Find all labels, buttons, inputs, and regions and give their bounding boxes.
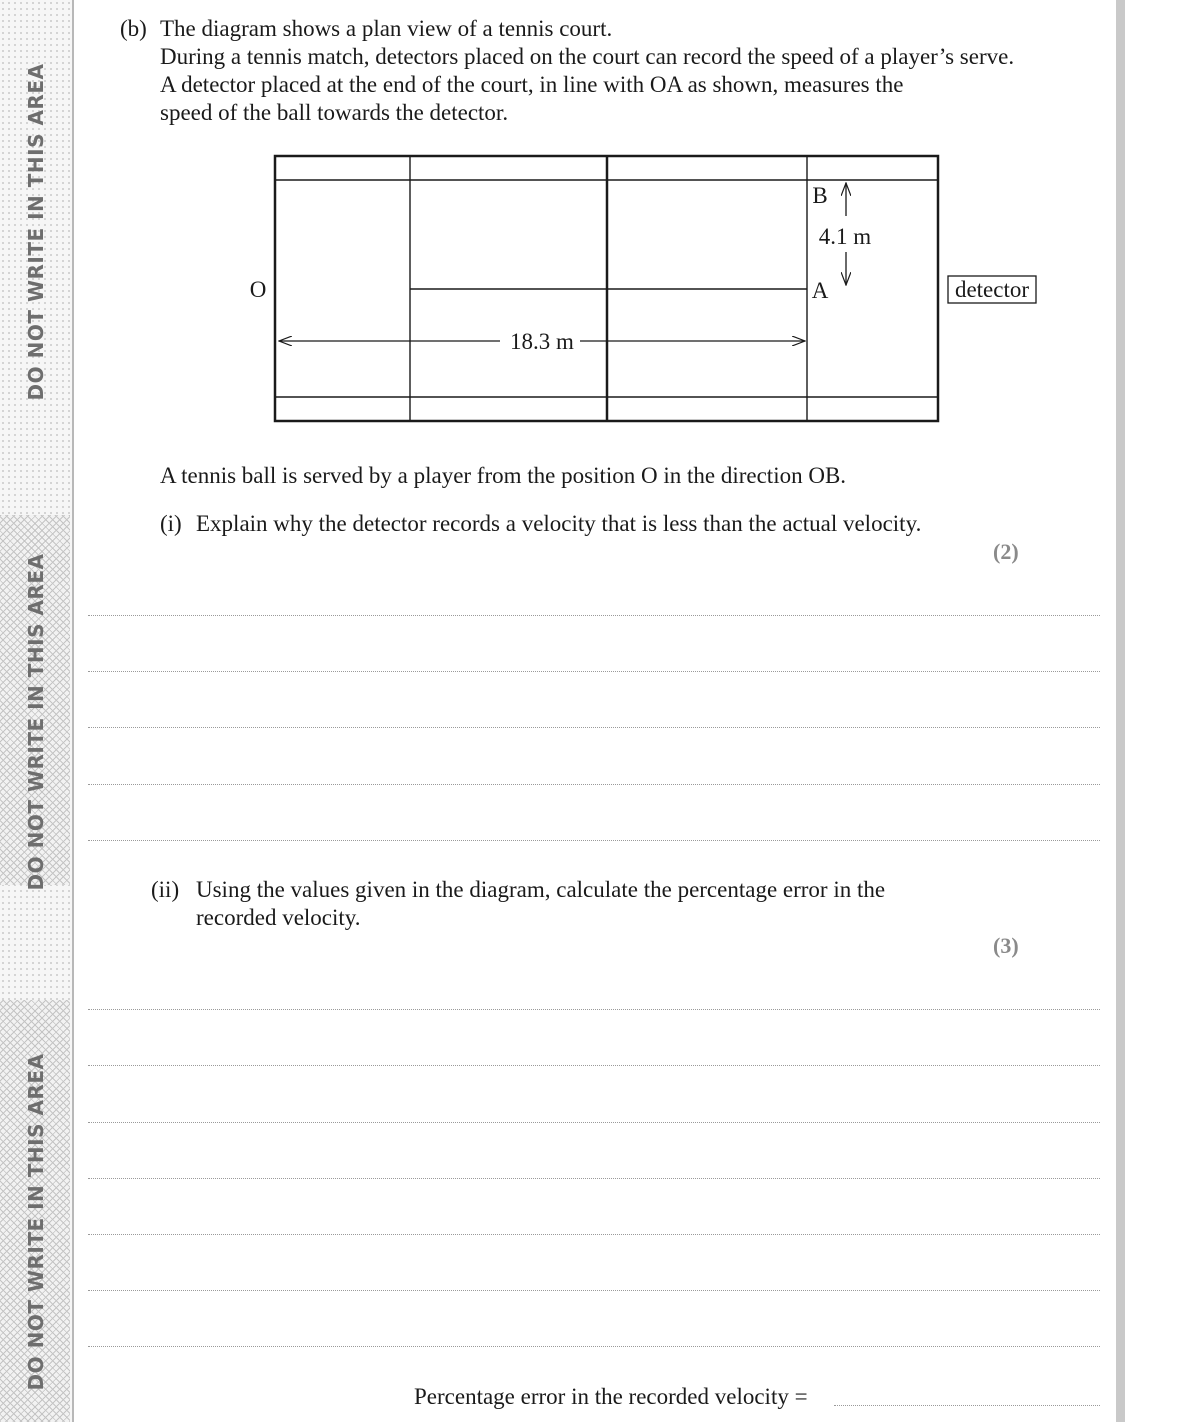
answer-line-i-5[interactable]: [88, 840, 1100, 841]
answer-prompt: Percentage error in the recorded velocity =: [414, 1384, 808, 1409]
question-i-text: Explain why the detector records a velocity that is less than the actual velocity.: [196, 511, 922, 536]
serve-statement: A tennis ball is served by a player from the position O in the direction OB.: [160, 463, 847, 488]
answer-line-ii-5[interactable]: [88, 1234, 1100, 1235]
answer-line-ii-6[interactable]: [88, 1290, 1100, 1291]
margin-warning-middle: DO NOT WRITE IN THIS AREA: [24, 553, 48, 891]
point-a-label: A: [811, 278, 829, 303]
margin-warning-bottom: DO NOT WRITE IN THIS AREA: [24, 1053, 48, 1391]
point-b-label: B: [812, 183, 828, 208]
point-o-label: O: [249, 277, 267, 302]
tennis-court-diagram: [0, 0, 1192, 440]
question-ii-line-1: Using the values given in the diagram, calculate the percentage error in the: [196, 877, 886, 902]
question-ii-number: (ii): [151, 877, 180, 902]
part-b-label: (b): [120, 16, 147, 41]
answer-line-i-4[interactable]: [88, 784, 1100, 785]
ab-distance-label: 4.1 m: [818, 224, 872, 249]
oa-distance-label: 18.3 m: [510, 329, 574, 354]
answer-line-ii-2[interactable]: [88, 1065, 1100, 1066]
answer-line-ii-4[interactable]: [88, 1178, 1100, 1179]
part-b-line-3: A detector placed at the end of the court, in line with OA as shown, measures the: [160, 72, 904, 97]
answer-line-ii-7[interactable]: [88, 1346, 1100, 1347]
answer-line-i-2[interactable]: [88, 671, 1100, 672]
final-answer-field[interactable]: [834, 1405, 1100, 1406]
part-b-line-1: The diagram shows a plan view of a tennis court.: [160, 16, 613, 41]
question-ii-line-2: recorded velocity.: [196, 905, 361, 930]
detector-label: detector: [954, 277, 1030, 302]
margin-warning-top: DO NOT WRITE IN THIS AREA: [24, 63, 48, 401]
question-i-marks: (2): [993, 539, 1019, 564]
answer-line-ii-1[interactable]: [88, 1009, 1100, 1010]
question-i-number: (i): [160, 511, 182, 536]
answer-line-i-3[interactable]: [88, 727, 1100, 728]
answer-line-i-1[interactable]: [88, 615, 1100, 616]
part-b-line-4: speed of the ball towards the detector.: [160, 100, 509, 125]
answer-line-ii-3[interactable]: [88, 1122, 1100, 1123]
question-ii-marks: (3): [993, 933, 1019, 958]
part-b-line-2: During a tennis match, detectors placed on the court can record the speed of a player’s serve.: [160, 44, 1015, 69]
